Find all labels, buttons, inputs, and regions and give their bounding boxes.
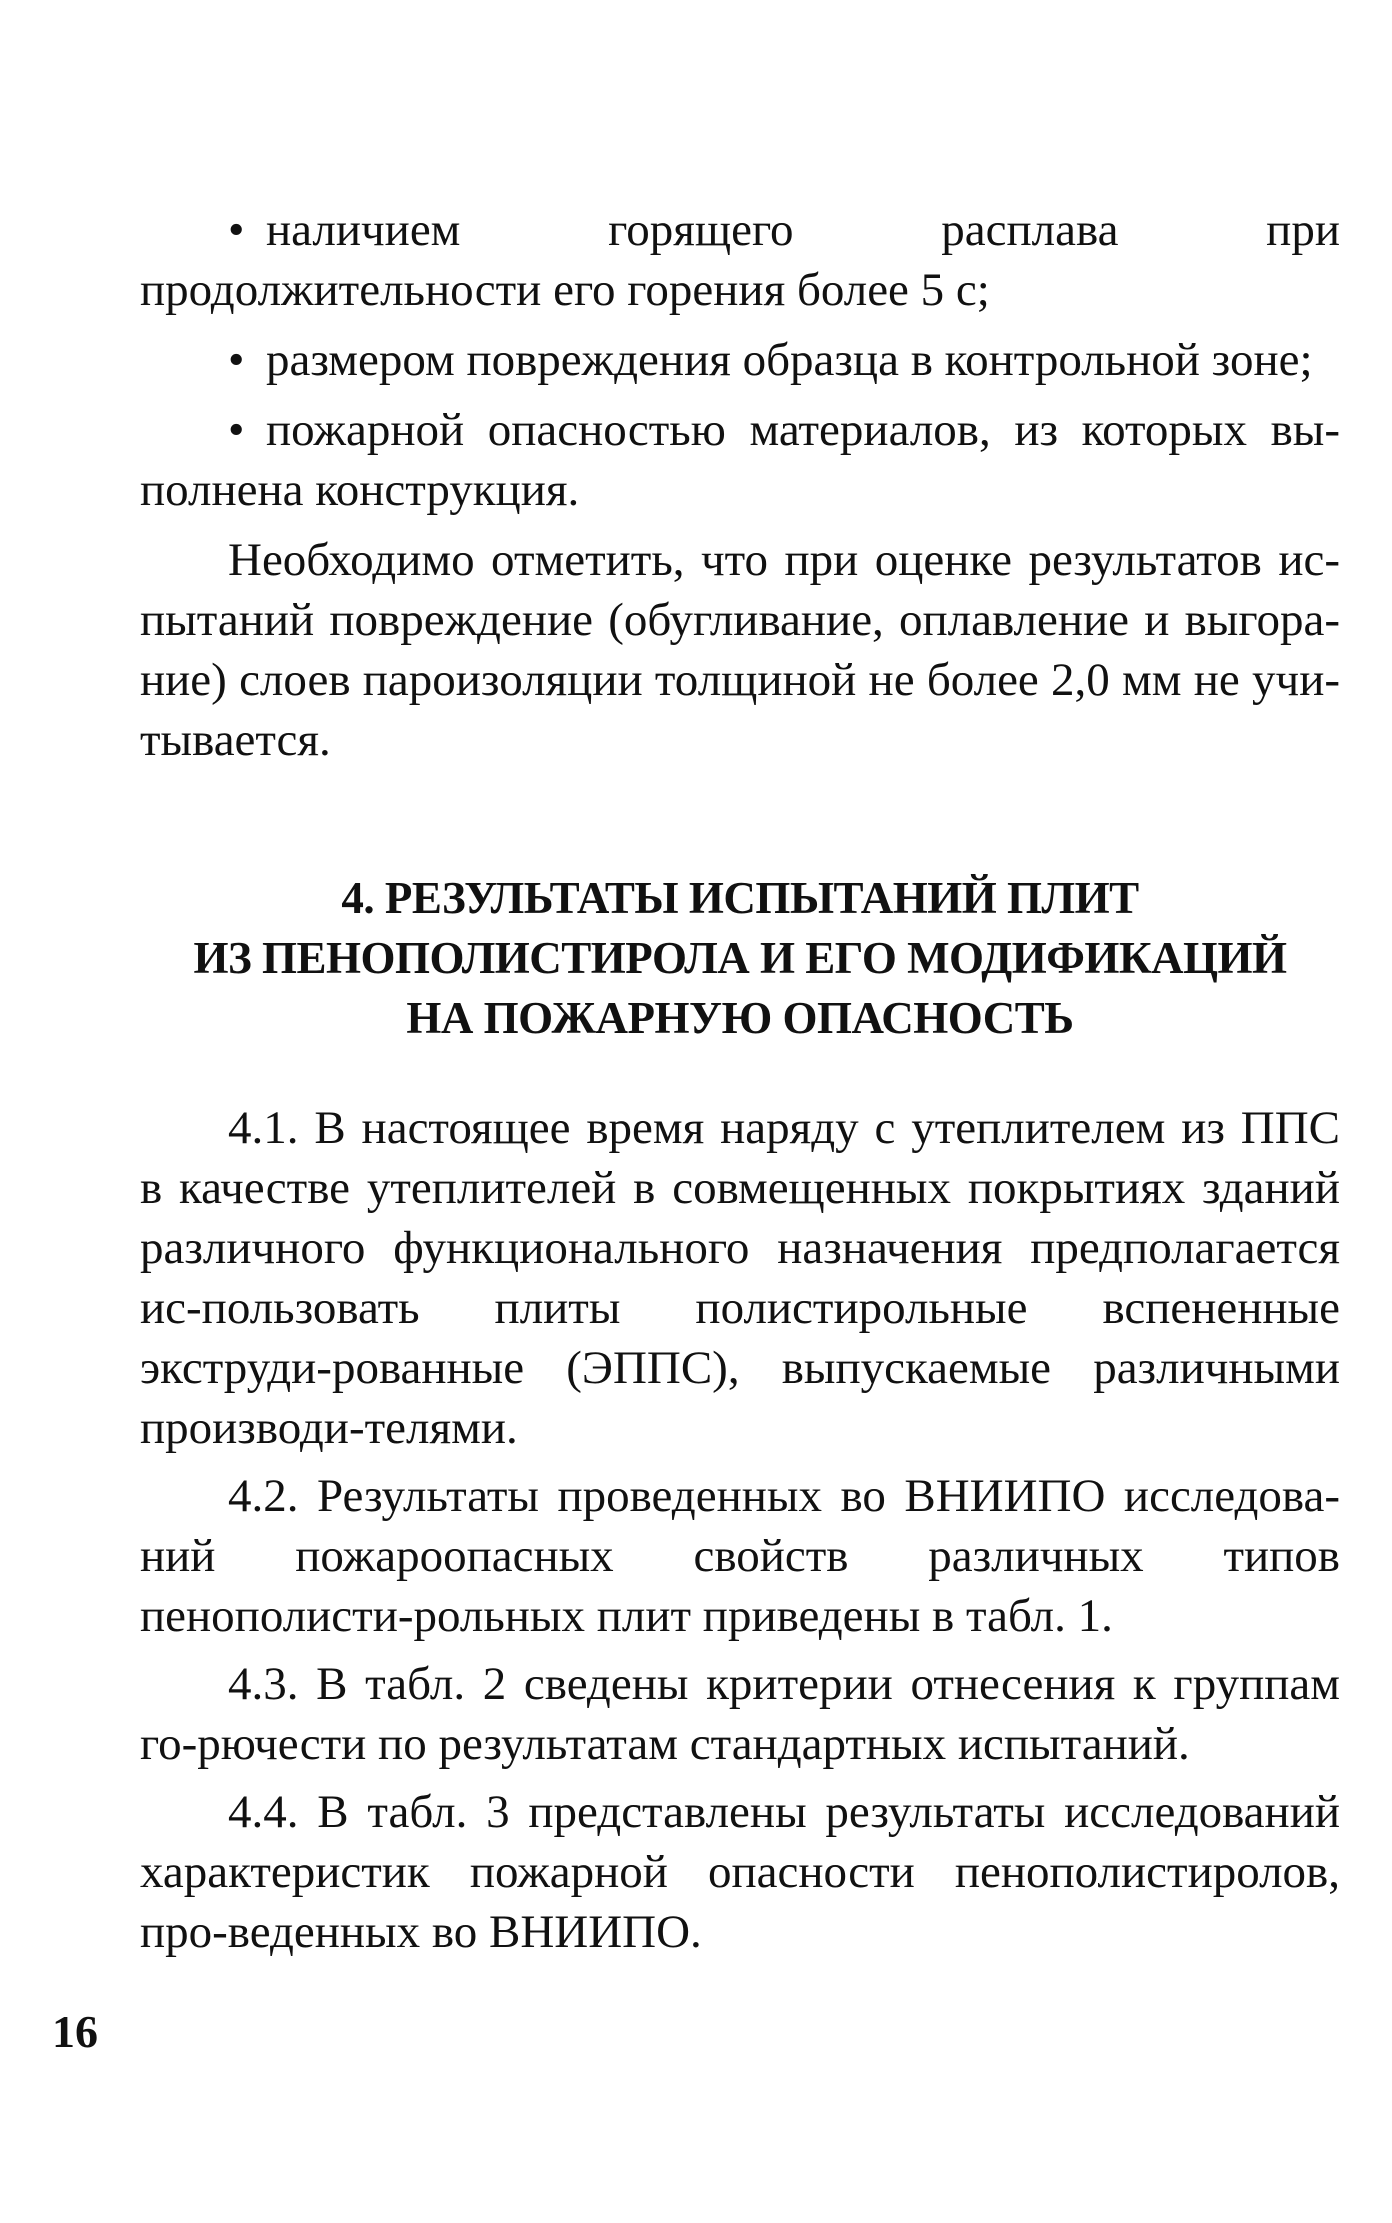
bullet-item <box>140 400 1340 520</box>
bullet-marker: • <box>228 334 245 386</box>
bullet-item <box>140 330 1340 390</box>
section-heading-line: НА ПОЖАРНУЮ ОПАСНОСТЬ <box>406 993 1074 1043</box>
numbered-paragraph: 4.4. В табл. 3 представлены результаты исследований характеристик пожарной опасности пенополистиролов, про-веденных во ВНИИПО. <box>140 1786 1340 1958</box>
page-body <box>140 200 1340 1962</box>
numbered-paragraph: 4.3. В табл. 2 сведены критерии отнесения к группам го-рючести по результатам стандартных испытаний. <box>140 1658 1340 1770</box>
numbered-paragraph: 4.1. В настоящее время наряду с утеплителем из ППС в качестве утеплителей в совмещенных покрытиях зданий различного функционального назначения предполагается ис-пользовать плиты полистирольные вспененные экструди-рованные (ЭППС), выпускаемые различными производи-телями. <box>140 1102 1340 1454</box>
bullet-item <box>140 200 1340 320</box>
bullet-marker: • <box>228 404 245 456</box>
bullet-marker: • <box>228 204 245 256</box>
bullet-text: наличием горящего расплава при продолжительности его горения более 5 с; <box>140 204 1340 316</box>
bullet-text: пожарной опасностью материалов, из которых вы-полнена конструкция. <box>140 404 1340 516</box>
bullet-text: размером повреждения образца в контрольной зоне; <box>266 334 1313 386</box>
page-number: 16 <box>52 2006 98 2057</box>
numbered-paragraph: 4.2. Результаты проведенных во ВНИИПО исследова-ний пожароопасных свойств различных типов пенополисти-рольных плит приведены в табл. 1. <box>140 1470 1340 1642</box>
section-heading-line: 4. РЕЗУЛЬТАТЫ ИСПЫТАНИЙ ПЛИТ <box>341 873 1139 923</box>
section-heading-line: ИЗ ПЕНОПОЛИСТИРОЛА И ЕГО МОДИФИКАЦИЙ <box>193 933 1287 983</box>
section-heading <box>140 868 1340 1048</box>
note-paragraph: Необходимо отметить, что при оценке результатов ис-пытаний повреждение (обугливание, оплавление и выгора-ние) слоев пароизоляции толщиной не более 2,0 мм не учи-тывается. <box>140 534 1340 766</box>
